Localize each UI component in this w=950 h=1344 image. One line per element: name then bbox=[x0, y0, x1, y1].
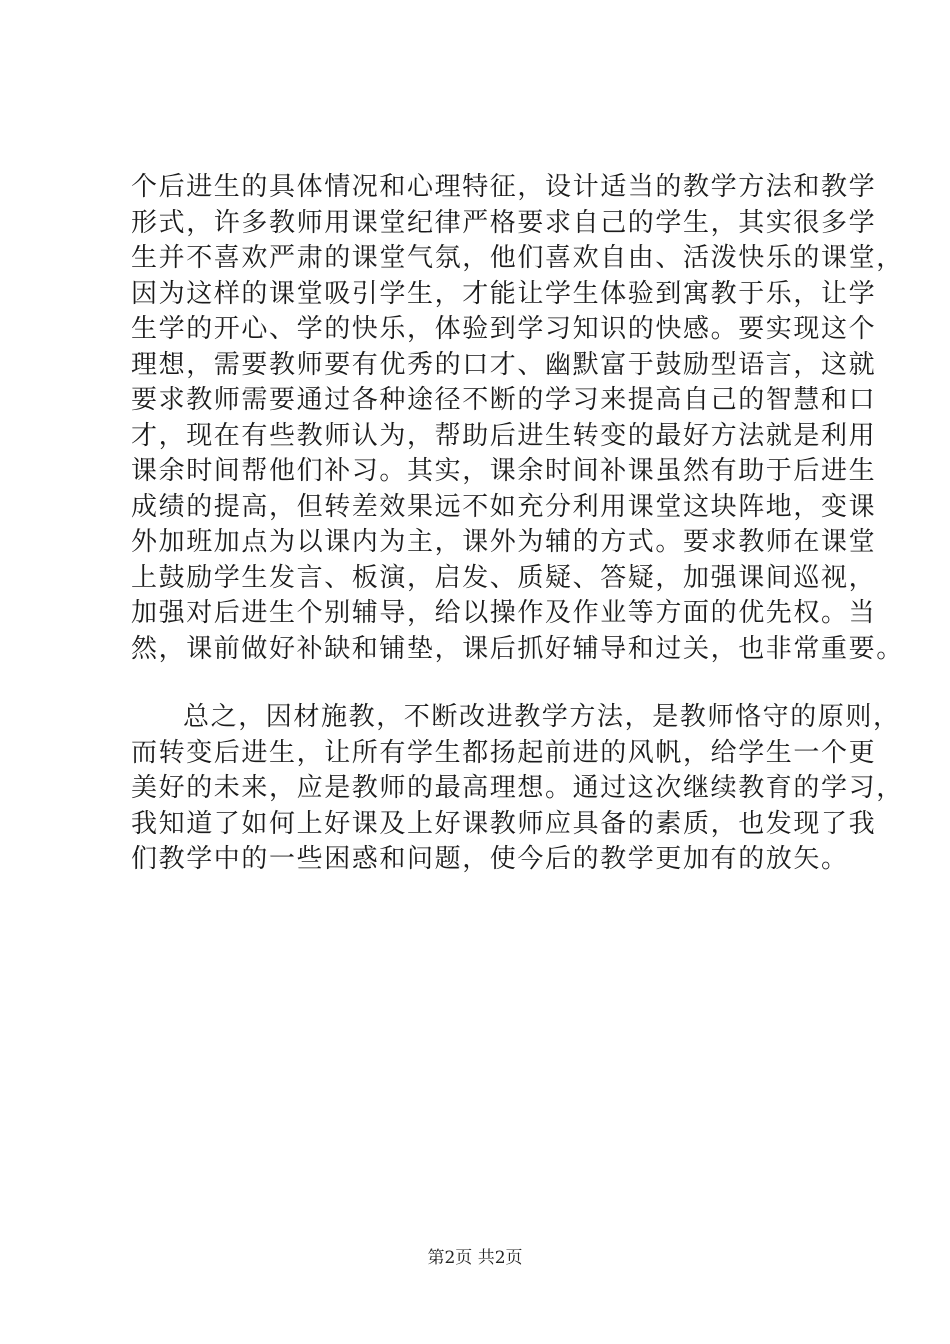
text-line: 而转变后进生，让所有学生都扬起前进的风帆，给学生一个更 bbox=[131, 737, 877, 768]
text-line: 外加班加点为以课内为主，课外为辅的方式。要求教师在课堂 bbox=[131, 527, 877, 557]
text-line: 因为这样的课堂吸引学生，才能让学生体验到寓教于乐，让学 bbox=[131, 278, 877, 309]
text-line: 要求教师需要通过各种途径不断的学习来提高自己的智慧和口 bbox=[131, 385, 877, 415]
text-line: 总之，因材施教，不断改进教学方法，是教师恪守的原则， bbox=[183, 702, 901, 732]
paragraph-1 bbox=[131, 170, 904, 667]
text-line: 生学的开心、学的快乐，体验到学习知识的快感。要实现这个 bbox=[131, 314, 877, 344]
paragraph-spacer bbox=[131, 667, 851, 700]
text-line: 形式，许多教师用课堂纪律严格要求自己的学生，其实很多学 bbox=[131, 207, 877, 238]
text-line: 加强对后进生个别辅导，给以操作及作业等方面的优先权。当 bbox=[131, 598, 877, 628]
text-line: 才，现在有些教师认为，帮助后进生转变的最好方法就是利用 bbox=[131, 420, 877, 451]
text-line: 然，课前做好补缺和铺垫，课后抓好辅导和过关，也非常重要。 bbox=[131, 633, 904, 664]
text-line: 成绩的提高，但转差效果远不如充分利用课堂这块阵地，变课 bbox=[131, 491, 877, 522]
text-line: 美好的未来，应是教师的最高理想。通过这次继续教育的学习， bbox=[131, 773, 904, 803]
text-line: 理想，需要教师要有优秀的口才、幽默富于鼓励型语言，这就 bbox=[131, 349, 877, 380]
document-body bbox=[131, 170, 904, 878]
text-line: 们教学中的一些困惑和问题，使今后的教学更加有的放矢。 bbox=[131, 844, 849, 874]
text-line: 我知道了如何上好课及上好课教师应具备的素质，也发现了我 bbox=[131, 808, 877, 839]
text-line: 个后进生的具体情况和心理特征，设计适当的教学方法和教学 bbox=[131, 172, 877, 202]
paragraph-2 bbox=[131, 700, 904, 878]
text-line: 上鼓励学生发言、板演，启发、质疑、答疑，加强课间巡视， bbox=[131, 562, 877, 593]
text-line: 课余时间帮他们补习。其实，课余时间补课虽然有助于后进生 bbox=[131, 456, 877, 486]
page-footer: 第2页 共2页 bbox=[427, 1248, 523, 1268]
text-line: 生并不喜欢严肃的课堂气氛，他们喜欢自由、活泼快乐的课堂， bbox=[131, 243, 904, 273]
